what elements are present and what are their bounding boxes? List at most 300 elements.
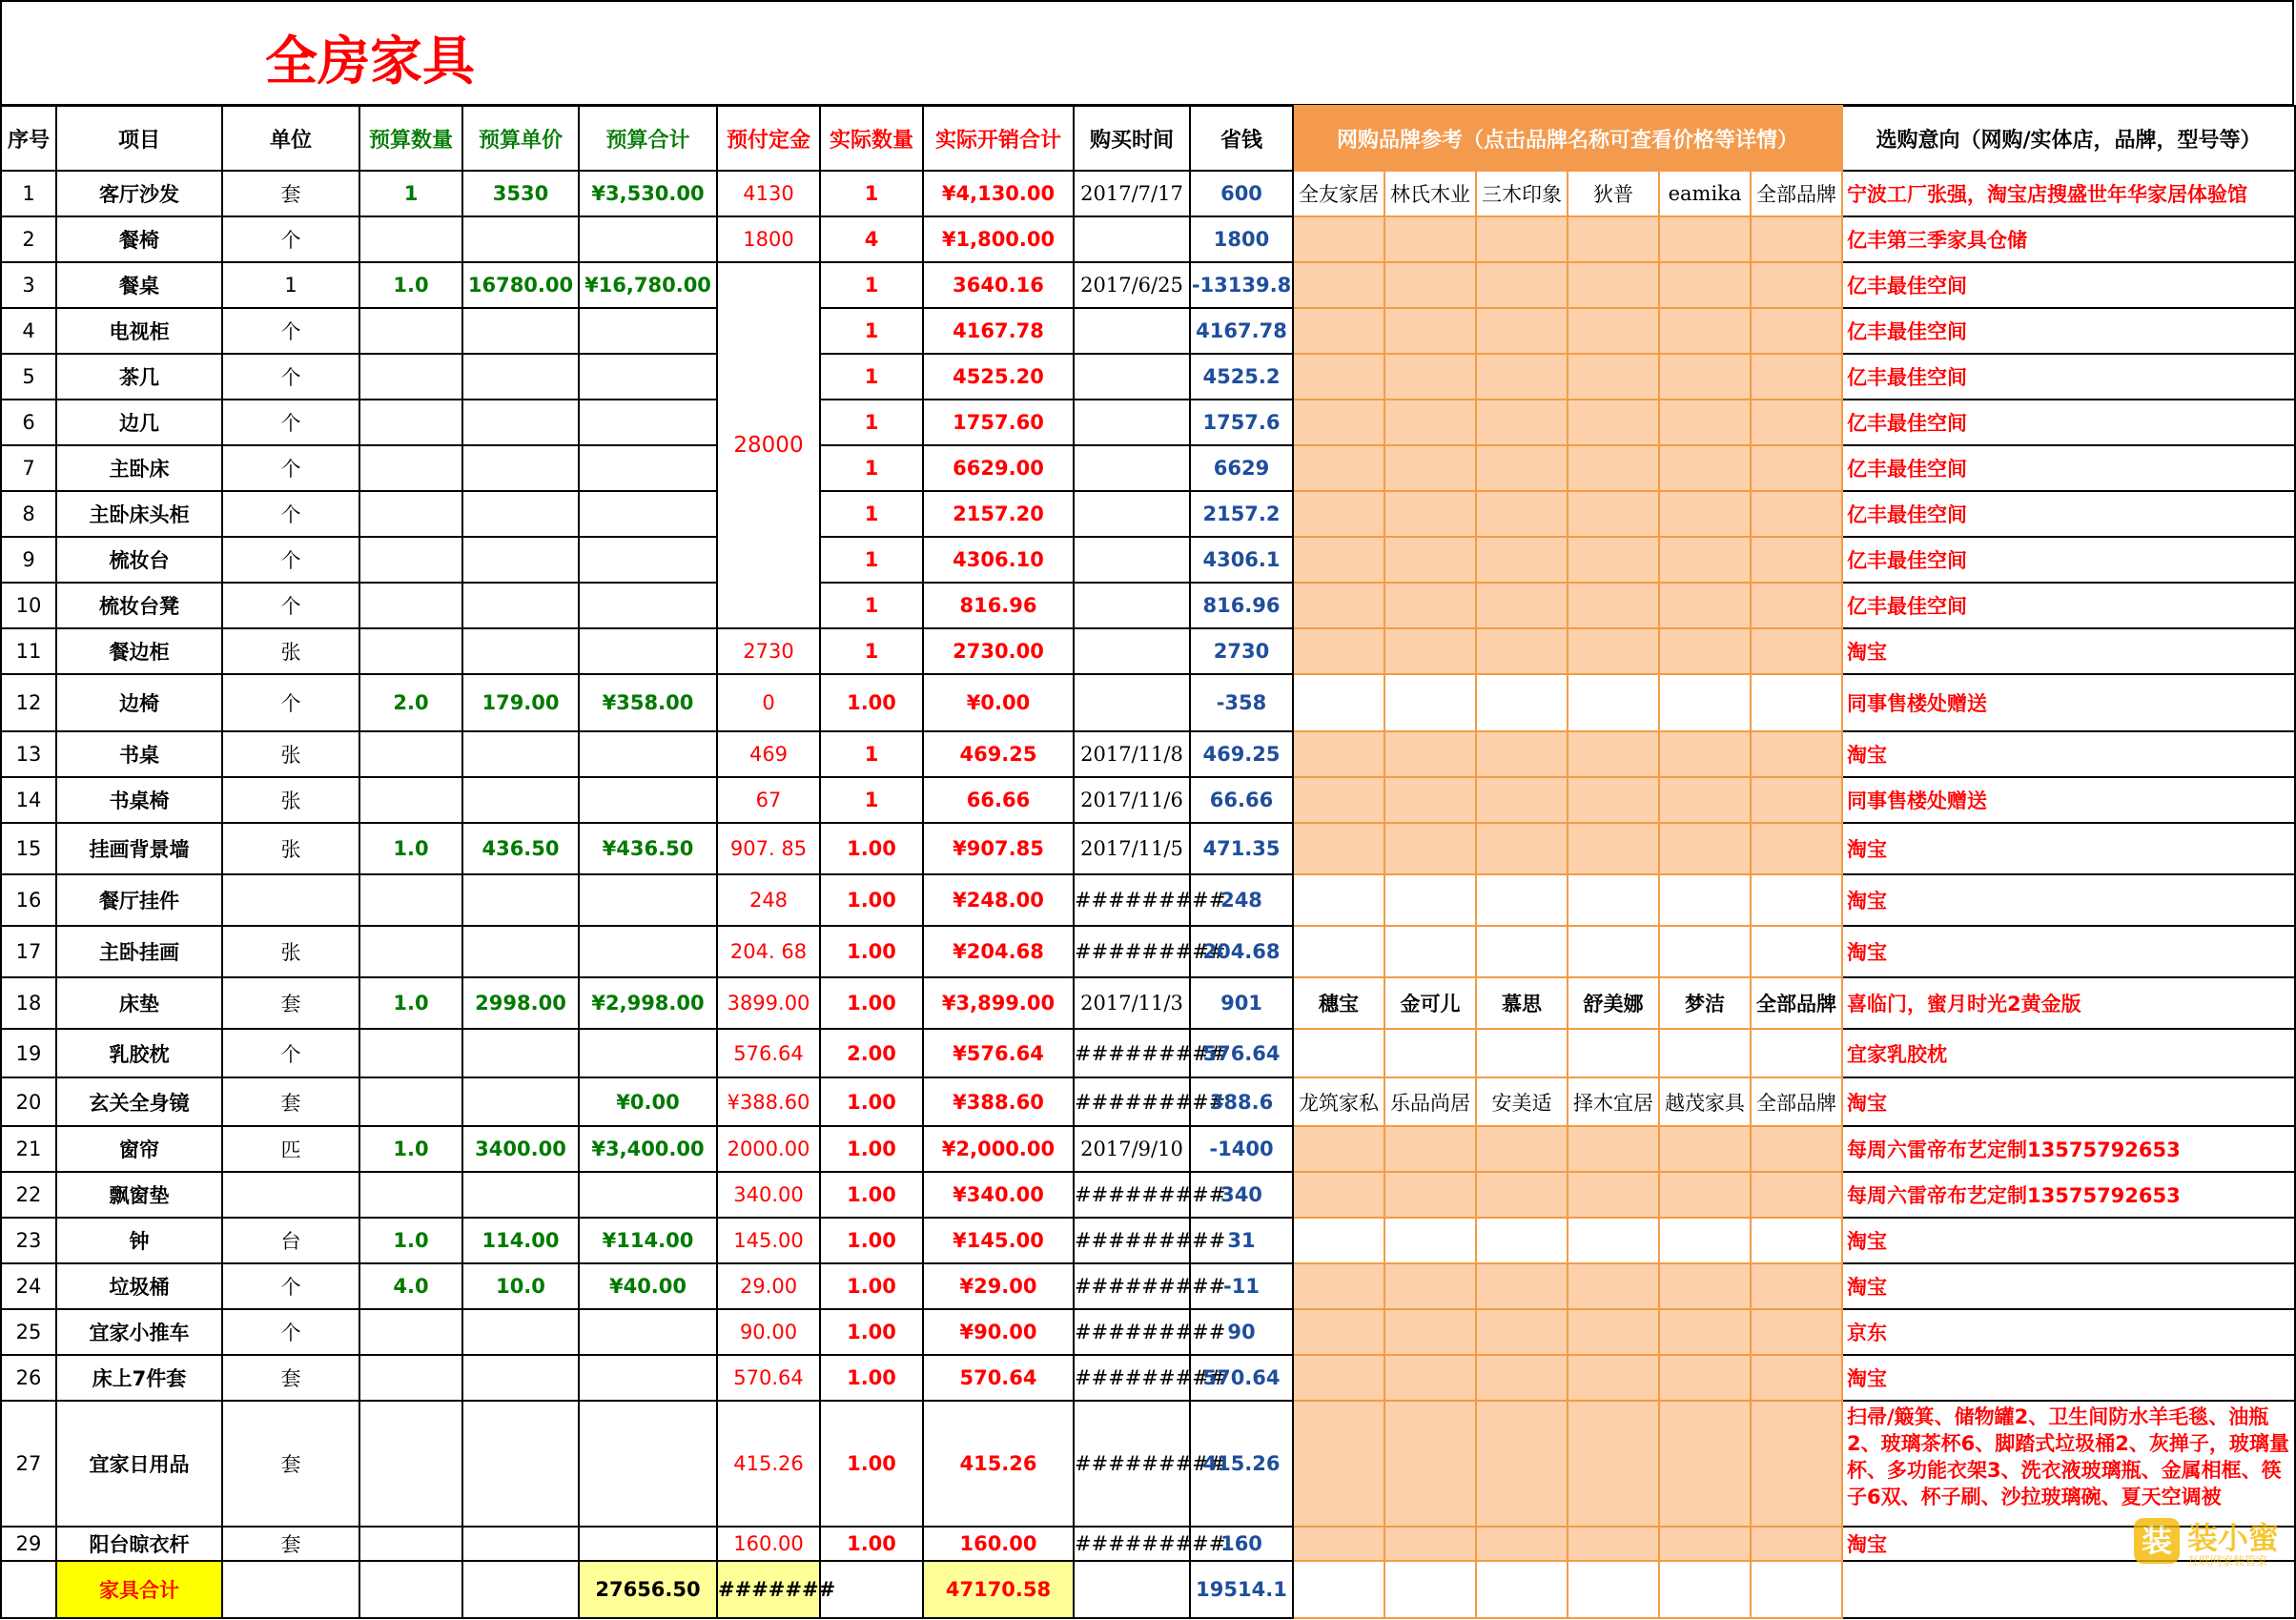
brand-cell[interactable] [1293, 628, 1384, 674]
brand-cell[interactable] [1384, 1172, 1476, 1218]
brand-cell[interactable] [1568, 628, 1659, 674]
cell-budget-price[interactable] [462, 1029, 579, 1077]
brand-cell[interactable] [1293, 445, 1384, 491]
cell-intent[interactable]: 喜临门，蜜月时光2黄金版 [1842, 977, 2295, 1029]
brand-cell[interactable] [1751, 1218, 1842, 1263]
brand-cell[interactable] [1384, 926, 1476, 977]
totals-intent[interactable] [1842, 1561, 2295, 1618]
cell-buy-date[interactable]: 2017/6/25 [1074, 262, 1190, 308]
cell-deposit[interactable]: 160.00 [717, 1527, 820, 1561]
cell-budget-price[interactable]: 3400.00 [462, 1126, 579, 1172]
brand-cell[interactable] [1751, 262, 1842, 308]
brand-cell[interactable] [1476, 1355, 1568, 1401]
cell-idx[interactable]: 15 [1, 823, 56, 874]
cell-unit[interactable]: 个 [222, 400, 359, 445]
brand-cell[interactable] [1293, 1029, 1384, 1077]
cell-budget-price[interactable]: 179.00 [462, 674, 579, 731]
totals-label[interactable]: 家具合计 [56, 1561, 222, 1618]
cell-unit[interactable]: 个 [222, 1029, 359, 1077]
brand-cell[interactable] [1293, 731, 1384, 777]
brand-cell[interactable] [1384, 628, 1476, 674]
cell-budget-price[interactable] [462, 1172, 579, 1218]
cell-saved[interactable]: -11 [1190, 1263, 1293, 1309]
cell-deposit[interactable]: 4130 [717, 171, 820, 216]
cell-saved[interactable]: 469.25 [1190, 731, 1293, 777]
cell-budget-total[interactable]: ¥114.00 [579, 1218, 717, 1263]
cell-idx[interactable]: 13 [1, 731, 56, 777]
cell-actual-qty[interactable]: 1 [820, 262, 923, 308]
cell-actual-qty[interactable]: 1 [820, 354, 923, 400]
brand-cell[interactable] [1384, 308, 1476, 354]
cell-budget-total[interactable] [579, 1029, 717, 1077]
cell-budget-price[interactable] [462, 926, 579, 977]
brand-cell[interactable] [1751, 926, 1842, 977]
cell-saved[interactable]: 816.96 [1190, 583, 1293, 628]
brand-cell[interactable] [1751, 1263, 1842, 1309]
cell-idx[interactable]: 14 [1, 777, 56, 823]
cell-buy-date[interactable]: 2017/11/3 [1074, 977, 1190, 1029]
cell-budget-qty[interactable]: 1.0 [359, 823, 462, 874]
brand-cell[interactable] [1659, 1126, 1751, 1172]
cell-item[interactable]: 宜家小推车 [56, 1309, 222, 1355]
brand-cell[interactable] [1476, 1218, 1568, 1263]
cell-buy-date[interactable]: 2017/11/5 [1074, 823, 1190, 874]
brand-cell[interactable] [1293, 1401, 1384, 1527]
brand-cell[interactable] [1384, 537, 1476, 583]
cell-buy-date[interactable] [1074, 400, 1190, 445]
cell-budget-qty[interactable] [359, 1309, 462, 1355]
header-buy-date[interactable]: 购买时间 [1074, 106, 1190, 171]
cell-buy-date[interactable]: ######### [1074, 874, 1190, 926]
cell-actual-total[interactable]: 6629.00 [923, 445, 1074, 491]
cell-budget-price[interactable] [462, 400, 579, 445]
brand-cell[interactable] [1659, 628, 1751, 674]
cell-idx[interactable]: 27 [1, 1401, 56, 1527]
brand-cell[interactable] [1751, 491, 1842, 537]
header-intent[interactable]: 选购意向（网购/实体店，品牌，型号等） [1842, 106, 2295, 171]
cell-saved[interactable]: 2730 [1190, 628, 1293, 674]
brand-cell[interactable] [1293, 674, 1384, 731]
cell-actual-total[interactable]: ¥1,800.00 [923, 216, 1074, 262]
cell-buy-date[interactable]: ######### [1074, 1029, 1190, 1077]
brand-cell[interactable] [1659, 354, 1751, 400]
brand-cell[interactable] [1568, 1172, 1659, 1218]
cell-budget-qty[interactable] [359, 1029, 462, 1077]
brand-cell[interactable] [1568, 777, 1659, 823]
brand-cell[interactable] [1659, 1263, 1751, 1309]
cell-buy-date[interactable]: ######### [1074, 926, 1190, 977]
cell-budget-total[interactable]: ¥40.00 [579, 1263, 717, 1309]
cell-saved[interactable]: 4306.1 [1190, 537, 1293, 583]
brand-cell[interactable] [1293, 1309, 1384, 1355]
cell-idx[interactable]: 5 [1, 354, 56, 400]
brand-cell[interactable] [1476, 1263, 1568, 1309]
cell-budget-qty[interactable] [359, 1527, 462, 1561]
cell-actual-qty[interactable]: 1.00 [820, 1077, 923, 1126]
cell-unit[interactable]: 套 [222, 977, 359, 1029]
brand-cell[interactable] [1659, 583, 1751, 628]
brand-cell[interactable] [1568, 874, 1659, 926]
cell-item[interactable]: 主卧床头柜 [56, 491, 222, 537]
cell-item[interactable]: 边几 [56, 400, 222, 445]
brand-cell[interactable] [1751, 874, 1842, 926]
brand-cell[interactable] [1384, 445, 1476, 491]
cell-saved[interactable]: 1757.6 [1190, 400, 1293, 445]
cell-intent[interactable]: 亿丰最佳空间 [1842, 537, 2295, 583]
cell-buy-date[interactable] [1074, 628, 1190, 674]
cell-deposit-merged[interactable]: 28000 [717, 262, 820, 628]
brand-cell[interactable] [1476, 874, 1568, 926]
cell-budget-total[interactable] [579, 400, 717, 445]
cell-idx[interactable]: 12 [1, 674, 56, 731]
cell-actual-qty[interactable]: 1.00 [820, 1172, 923, 1218]
cell-actual-qty[interactable]: 1 [820, 537, 923, 583]
cell-buy-date[interactable] [1074, 354, 1190, 400]
cell-item[interactable]: 书桌椅 [56, 777, 222, 823]
brand-cell[interactable] [1659, 445, 1751, 491]
brand-cell[interactable] [1293, 1218, 1384, 1263]
cell-saved[interactable]: 570.64 [1190, 1355, 1293, 1401]
brand-cell[interactable] [1293, 308, 1384, 354]
cell-item[interactable]: 钟 [56, 1218, 222, 1263]
brand-cell[interactable] [1659, 1561, 1751, 1618]
cell-intent[interactable]: 宁波工厂张强，淘宝店搜盛世年华家居体验馆 [1842, 171, 2295, 216]
cell-buy-date[interactable]: 2017/11/8 [1074, 731, 1190, 777]
brand-cell[interactable] [1476, 731, 1568, 777]
cell-idx[interactable]: 17 [1, 926, 56, 977]
cell-budget-price[interactable]: 2998.00 [462, 977, 579, 1029]
brand-cell[interactable] [1384, 400, 1476, 445]
cell-actual-qty[interactable]: 1.00 [820, 1126, 923, 1172]
brand-cell[interactable] [1751, 628, 1842, 674]
cell-unit[interactable]: 台 [222, 1218, 359, 1263]
brand-cell[interactable] [1293, 262, 1384, 308]
cell-actual-qty[interactable]: 1.00 [820, 977, 923, 1029]
cell-item[interactable]: 床上7件套 [56, 1355, 222, 1401]
cell-actual-qty[interactable]: 1.00 [820, 1218, 923, 1263]
cell-budget-price[interactable] [462, 1355, 579, 1401]
cell-item[interactable]: 餐边柜 [56, 628, 222, 674]
cell-budget-total[interactable] [579, 1527, 717, 1561]
brand-cell[interactable] [1384, 1309, 1476, 1355]
cell-saved[interactable]: -13139.8 [1190, 262, 1293, 308]
brand-cell[interactable] [1293, 216, 1384, 262]
cell-unit[interactable]: 张 [222, 823, 359, 874]
header-item[interactable]: 项目 [56, 106, 222, 171]
cell-item[interactable]: 梳妆台 [56, 537, 222, 583]
cell-saved[interactable]: 6629 [1190, 445, 1293, 491]
cell-actual-total[interactable]: 816.96 [923, 583, 1074, 628]
cell-buy-date[interactable]: ######### [1074, 1077, 1190, 1126]
totals-unit[interactable] [222, 1561, 359, 1618]
cell-budget-qty[interactable] [359, 400, 462, 445]
brand-cell[interactable] [1384, 262, 1476, 308]
cell-unit[interactable]: 个 [222, 583, 359, 628]
brand-cell[interactable] [1751, 1172, 1842, 1218]
cell-intent[interactable]: 淘宝 [1842, 1263, 2295, 1309]
cell-idx[interactable]: 18 [1, 977, 56, 1029]
cell-actual-qty[interactable]: 1.00 [820, 1355, 923, 1401]
cell-budget-price[interactable] [462, 1527, 579, 1561]
cell-budget-qty[interactable] [359, 537, 462, 583]
brand-cell[interactable] [1476, 1172, 1568, 1218]
totals-budget-price[interactable] [462, 1561, 579, 1618]
brand-cell[interactable] [1384, 1401, 1476, 1527]
cell-item[interactable]: 挂画背景墙 [56, 823, 222, 874]
cell-intent[interactable]: 亿丰最佳空间 [1842, 491, 2295, 537]
cell-saved[interactable]: 4525.2 [1190, 354, 1293, 400]
cell-deposit[interactable]: 2730 [717, 628, 820, 674]
cell-budget-total[interactable] [579, 874, 717, 926]
cell-item[interactable]: 阳台晾衣杆 [56, 1527, 222, 1561]
cell-saved[interactable]: 1800 [1190, 216, 1293, 262]
cell-item[interactable]: 餐厅挂件 [56, 874, 222, 926]
brand-cell[interactable] [1476, 1029, 1568, 1077]
cell-budget-price[interactable]: 436.50 [462, 823, 579, 874]
cell-intent[interactable]: 淘宝 [1842, 926, 2295, 977]
brand-cell[interactable] [1384, 491, 1476, 537]
cell-actual-total[interactable]: ¥388.60 [923, 1077, 1074, 1126]
cell-idx[interactable]: 3 [1, 262, 56, 308]
brand-cell[interactable] [1751, 1355, 1842, 1401]
cell-intent[interactable]: 同事售楼处赠送 [1842, 674, 2295, 731]
brand-cell[interactable] [1568, 1355, 1659, 1401]
cell-budget-price[interactable] [462, 1077, 579, 1126]
cell-intent[interactable]: 淘宝 [1842, 1527, 2295, 1561]
cell-buy-date[interactable]: ######### [1074, 1172, 1190, 1218]
brand-cell[interactable] [1659, 1401, 1751, 1527]
totals-saved[interactable]: 19514.1 [1190, 1561, 1293, 1618]
cell-buy-date[interactable] [1074, 674, 1190, 731]
cell-actual-total[interactable]: 2157.20 [923, 491, 1074, 537]
cell-actual-total[interactable]: 2730.00 [923, 628, 1074, 674]
brand-cell[interactable] [1751, 731, 1842, 777]
cell-idx[interactable]: 10 [1, 583, 56, 628]
cell-actual-total[interactable]: ¥0.00 [923, 674, 1074, 731]
brand-cell[interactable] [1659, 926, 1751, 977]
brand-cell[interactable] [1476, 628, 1568, 674]
brand-link[interactable]: 全部品牌 [1751, 977, 1842, 1029]
cell-actual-qty[interactable]: 1.00 [820, 1527, 923, 1561]
brand-cell[interactable] [1751, 308, 1842, 354]
brand-cell[interactable] [1659, 1527, 1751, 1561]
cell-budget-qty[interactable] [359, 926, 462, 977]
cell-budget-qty[interactable] [359, 354, 462, 400]
cell-deposit[interactable]: 204. 68 [717, 926, 820, 977]
cell-buy-date[interactable] [1074, 308, 1190, 354]
cell-item[interactable]: 飘窗垫 [56, 1172, 222, 1218]
brand-cell[interactable] [1751, 216, 1842, 262]
header-deposit[interactable]: 预付定金 [717, 106, 820, 171]
cell-actual-total[interactable]: 4525.20 [923, 354, 1074, 400]
brand-cell[interactable] [1293, 400, 1384, 445]
cell-intent[interactable]: 淘宝 [1842, 731, 2295, 777]
cell-item[interactable]: 茶几 [56, 354, 222, 400]
brand-cell[interactable] [1659, 1355, 1751, 1401]
cell-budget-price[interactable] [462, 216, 579, 262]
cell-budget-qty[interactable] [359, 308, 462, 354]
brand-cell[interactable] [1293, 537, 1384, 583]
cell-intent[interactable]: 每周六雷帝布艺定制13575792653 [1842, 1126, 2295, 1172]
brand-cell[interactable] [1384, 731, 1476, 777]
cell-actual-qty[interactable]: 1.00 [820, 1309, 923, 1355]
cell-budget-total[interactable]: ¥16,780.00 [579, 262, 717, 308]
brand-cell[interactable] [1568, 1218, 1659, 1263]
cell-budget-qty[interactable]: 1.0 [359, 977, 462, 1029]
cell-unit[interactable]: 张 [222, 777, 359, 823]
brand-cell[interactable] [1384, 1029, 1476, 1077]
header-budget-qty[interactable]: 预算数量 [359, 106, 462, 171]
cell-unit[interactable]: 个 [222, 537, 359, 583]
brand-link[interactable]: 安美适 [1476, 1077, 1568, 1126]
cell-actual-total[interactable]: ¥576.64 [923, 1029, 1074, 1077]
cell-intent[interactable]: 淘宝 [1842, 823, 2295, 874]
header-brand-ref[interactable]: 网购品牌参考（点击品牌名称可查看价格等详情） [1293, 106, 1842, 171]
cell-budget-qty[interactable]: 4.0 [359, 1263, 462, 1309]
cell-unit[interactable]: 套 [222, 1355, 359, 1401]
cell-saved[interactable]: 576.64 [1190, 1029, 1293, 1077]
cell-budget-price[interactable]: 16780.00 [462, 262, 579, 308]
brand-cell[interactable] [1476, 823, 1568, 874]
cell-budget-total[interactable]: ¥2,998.00 [579, 977, 717, 1029]
brand-link[interactable]: 全部品牌 [1751, 171, 1842, 216]
cell-actual-total[interactable]: 160.00 [923, 1527, 1074, 1561]
cell-budget-qty[interactable] [359, 445, 462, 491]
brand-cell[interactable] [1384, 1527, 1476, 1561]
cell-saved[interactable]: 4167.78 [1190, 308, 1293, 354]
cell-actual-qty[interactable]: 1 [820, 628, 923, 674]
cell-actual-total[interactable]: 469.25 [923, 731, 1074, 777]
cell-budget-qty[interactable]: 1 [359, 171, 462, 216]
cell-budget-qty[interactable] [359, 731, 462, 777]
brand-cell[interactable] [1659, 874, 1751, 926]
cell-budget-total[interactable] [579, 308, 717, 354]
brand-cell[interactable] [1384, 674, 1476, 731]
cell-saved[interactable]: 600 [1190, 171, 1293, 216]
cell-buy-date[interactable] [1074, 445, 1190, 491]
cell-actual-qty[interactable]: 1.00 [820, 926, 923, 977]
brand-cell[interactable] [1476, 1401, 1568, 1527]
brand-cell[interactable] [1476, 583, 1568, 628]
brand-cell[interactable] [1384, 354, 1476, 400]
cell-buy-date[interactable] [1074, 491, 1190, 537]
cell-idx[interactable]: 26 [1, 1355, 56, 1401]
brand-cell[interactable] [1476, 262, 1568, 308]
cell-unit[interactable]: 套 [222, 1077, 359, 1126]
totals-date[interactable] [1074, 1561, 1190, 1618]
cell-actual-qty[interactable]: 1.00 [820, 874, 923, 926]
cell-idx[interactable]: 1 [1, 171, 56, 216]
brand-cell[interactable] [1568, 400, 1659, 445]
cell-deposit[interactable]: 415.26 [717, 1401, 820, 1527]
cell-saved[interactable]: 248 [1190, 874, 1293, 926]
cell-saved[interactable]: 160 [1190, 1527, 1293, 1561]
totals-deposit[interactable]: ####### [717, 1561, 820, 1618]
cell-unit[interactable]: 张 [222, 731, 359, 777]
totals-budget-total[interactable]: 27656.50 [579, 1561, 717, 1618]
brand-cell[interactable] [1659, 400, 1751, 445]
cell-intent[interactable]: 扫帚/簸箕、储物罐2、卫生间防水羊毛毯、油瓶2、玻璃茶杯6、脚踏式垃圾桶2、灰掸子，玻璃量杯、多功能衣架3、洗衣液玻璃瓶、金属相框、筷子6双、杯子刷、沙拉玻璃碗、夏天空调被 [1842, 1401, 2295, 1527]
header-budget-price[interactable]: 预算单价 [462, 106, 579, 171]
cell-item[interactable]: 宜家日用品 [56, 1401, 222, 1527]
cell-actual-qty[interactable]: 1 [820, 583, 923, 628]
brand-cell[interactable] [1568, 1263, 1659, 1309]
cell-saved[interactable]: 415.26 [1190, 1401, 1293, 1527]
brand-cell[interactable] [1293, 1561, 1384, 1618]
brand-cell[interactable] [1568, 537, 1659, 583]
cell-budget-total[interactable] [579, 1172, 717, 1218]
brand-cell[interactable] [1568, 1561, 1659, 1618]
brand-link[interactable]: 梦洁 [1659, 977, 1751, 1029]
cell-saved[interactable]: 66.66 [1190, 777, 1293, 823]
cell-actual-total[interactable]: 415.26 [923, 1401, 1074, 1527]
cell-unit[interactable]: 个 [222, 445, 359, 491]
cell-actual-qty[interactable]: 1.00 [820, 823, 923, 874]
cell-deposit[interactable]: 576.64 [717, 1029, 820, 1077]
brand-cell[interactable] [1659, 491, 1751, 537]
brand-link[interactable]: 狄普 [1568, 171, 1659, 216]
brand-cell[interactable] [1751, 1561, 1842, 1618]
cell-item[interactable]: 餐桌 [56, 262, 222, 308]
brand-cell[interactable] [1293, 1172, 1384, 1218]
cell-saved[interactable]: 340 [1190, 1172, 1293, 1218]
cell-idx[interactable]: 9 [1, 537, 56, 583]
cell-item[interactable]: 主卧床 [56, 445, 222, 491]
brand-cell[interactable] [1476, 400, 1568, 445]
cell-idx[interactable]: 16 [1, 874, 56, 926]
cell-saved[interactable]: 471.35 [1190, 823, 1293, 874]
cell-budget-price[interactable]: 3530 [462, 171, 579, 216]
brand-cell[interactable] [1476, 491, 1568, 537]
cell-idx[interactable]: 7 [1, 445, 56, 491]
cell-actual-qty[interactable]: 1 [820, 491, 923, 537]
brand-cell[interactable] [1568, 354, 1659, 400]
totals-budget-qty[interactable] [359, 1561, 462, 1618]
cell-buy-date[interactable]: 2017/7/17 [1074, 171, 1190, 216]
brand-link[interactable]: 三木印象 [1476, 171, 1568, 216]
cell-budget-total[interactable]: ¥358.00 [579, 674, 717, 731]
brand-cell[interactable] [1476, 537, 1568, 583]
cell-saved[interactable]: 388.6 [1190, 1077, 1293, 1126]
cell-budget-price[interactable] [462, 537, 579, 583]
cell-unit[interactable]: 个 [222, 354, 359, 400]
cell-intent[interactable]: 亿丰最佳空间 [1842, 308, 2295, 354]
header-unit[interactable]: 单位 [222, 106, 359, 171]
cell-intent[interactable]: 亿丰最佳空间 [1842, 445, 2295, 491]
cell-item[interactable]: 床垫 [56, 977, 222, 1029]
cell-unit[interactable]: 个 [222, 491, 359, 537]
cell-intent[interactable]: 京东 [1842, 1309, 2295, 1355]
cell-budget-price[interactable]: 114.00 [462, 1218, 579, 1263]
cell-budget-total[interactable] [579, 537, 717, 583]
brand-cell[interactable] [1476, 1561, 1568, 1618]
brand-cell[interactable] [1751, 1527, 1842, 1561]
brand-link[interactable]: 穗宝 [1293, 977, 1384, 1029]
brand-cell[interactable] [1659, 262, 1751, 308]
cell-item[interactable]: 窗帘 [56, 1126, 222, 1172]
brand-cell[interactable] [1384, 216, 1476, 262]
cell-budget-qty[interactable] [359, 628, 462, 674]
cell-budget-total[interactable] [579, 1355, 717, 1401]
cell-budget-total[interactable] [579, 777, 717, 823]
cell-item[interactable]: 乳胶枕 [56, 1029, 222, 1077]
brand-cell[interactable] [1293, 1355, 1384, 1401]
brand-cell[interactable] [1476, 445, 1568, 491]
cell-intent[interactable]: 亿丰第三季家具仓储 [1842, 216, 2295, 262]
cell-deposit[interactable]: 248 [717, 874, 820, 926]
cell-deposit[interactable]: 0 [717, 674, 820, 731]
cell-actual-total[interactable]: ¥204.68 [923, 926, 1074, 977]
